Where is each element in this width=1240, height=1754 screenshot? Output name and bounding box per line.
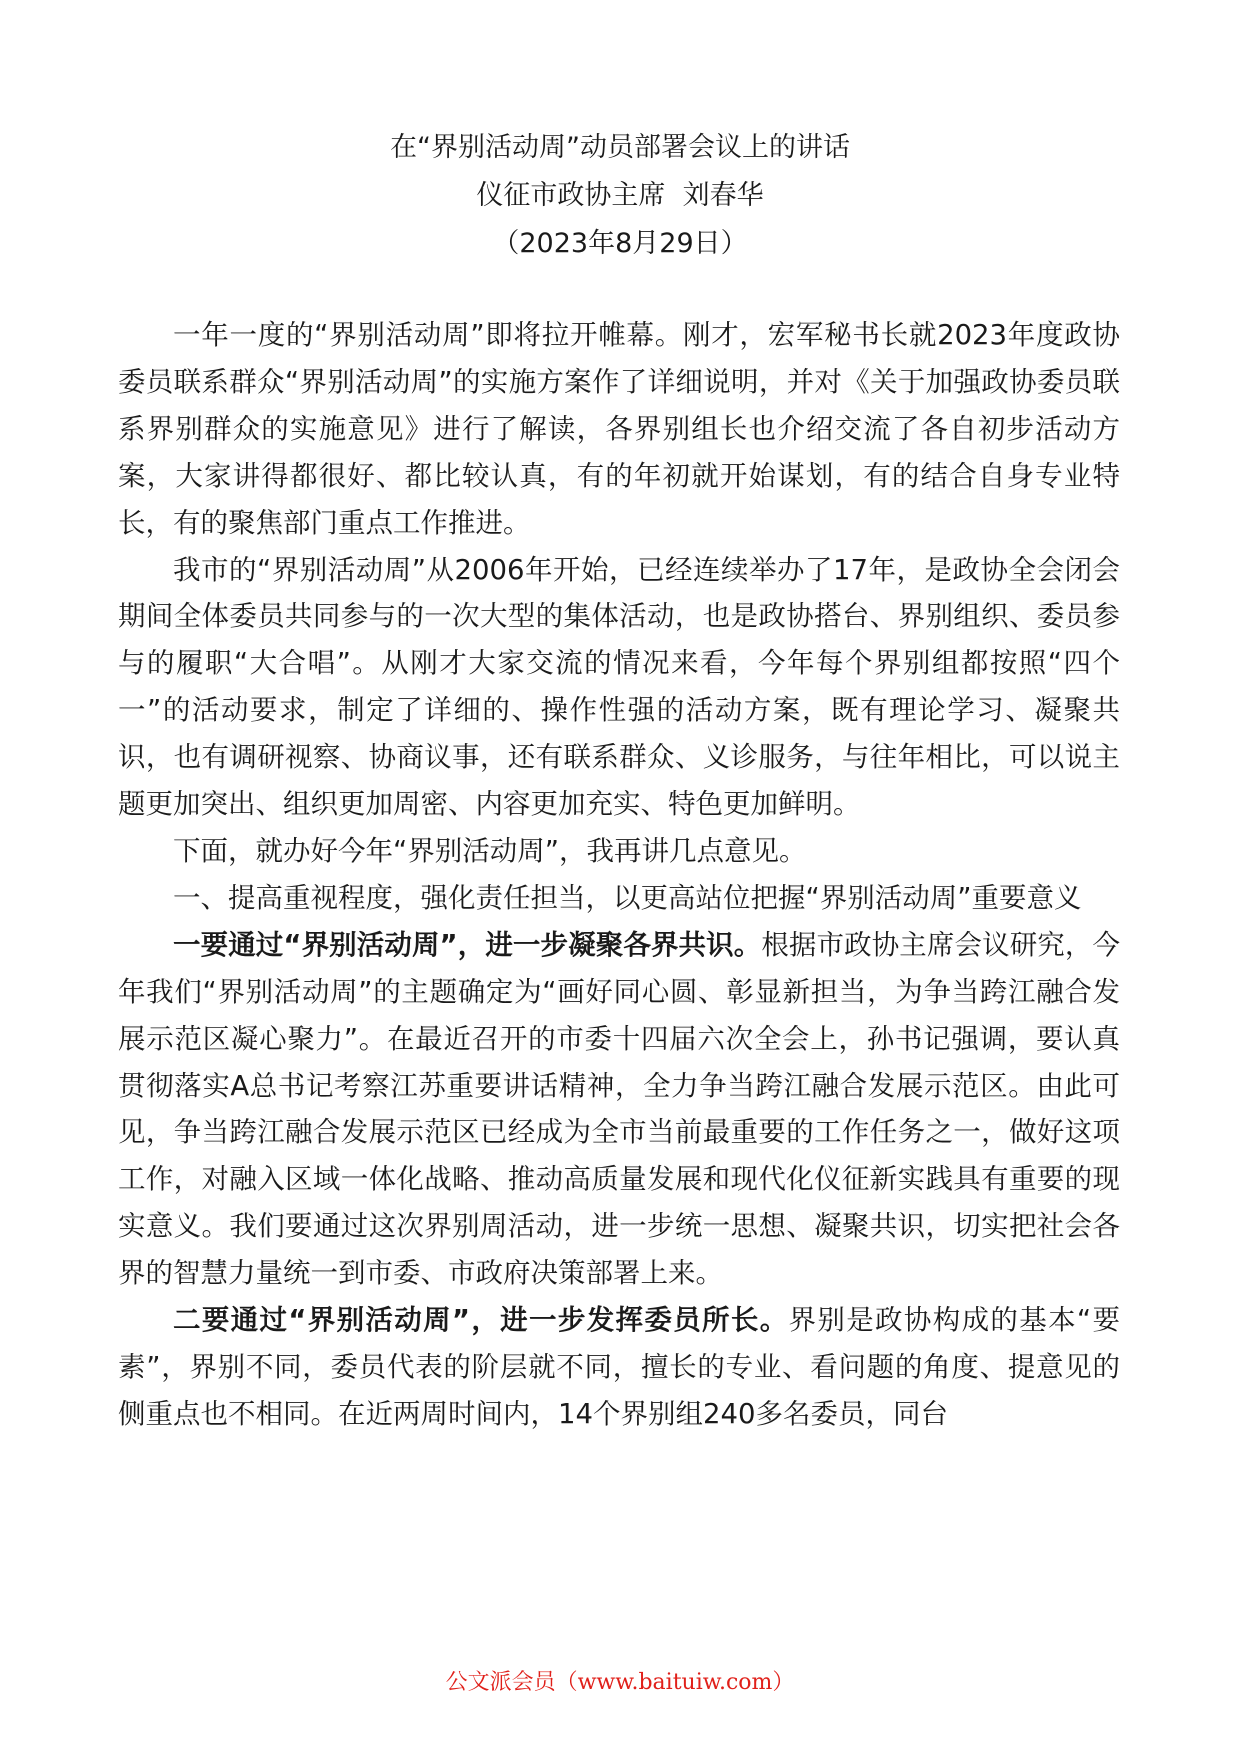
section-heading [118,875,1120,922]
paragraph [118,828,1120,875]
footer-watermark: 公文派会员（www.baituiw.com） [445,1670,795,1695]
document-body [118,312,1120,1438]
speech-date: （2023年8月29日） [492,228,748,259]
paragraph-text: 界别是政协构成的基本“要素”，界别不同，委员代表的阶层就不同，擅长的专业、看问题的角度、提意见的侧重点也不相同。在近两周时间内，14个界别组240多名委员，同台 [118,1304,1120,1430]
paragraph [118,922,1120,1297]
paragraph-lead: 二要通过“界别活动周”，进一步发挥委员所长。 [173,1304,789,1337]
paragraph-text: 我市的“界别活动周”从2006年开始，已经连续举办了17年，是政协全会闭会期间全体委员共同参与的一次大型的集体活动，也是政协搭台、界别组织、委员参与的履职“大合唱”。从刚才大家交流的情况来看，今年每个界别组都按照“四个一”的活动要求，制定了详细的、操作性强的活动方案，既有理论学习、凝聚共识，也有调研视察、协商议事，还有联系群众、义诊服务，与往年相比，可以说主题更加突出、组织更加周密、内容更加充实、特色更加鲜明。 [118,553,1120,821]
speech-title: 在“界别活动周”动员部署会议上的讲话 [390,132,850,163]
document-header [0,124,1240,268]
section-heading-text: 一、提高重视程度，强化责任担当，以更高站位把握“界别活动周”重要意义 [173,881,1082,914]
paragraph [118,547,1120,828]
paragraph-lead: 一要通过“界别活动周”，进一步凝聚各界共识。 [173,928,762,961]
paragraph-text: 下面，就办好今年“界别活动周”，我再讲几点意见。 [173,834,807,867]
speaker-line: 仪征市政协主席 刘春华 [476,180,764,211]
paragraph [118,312,1120,547]
paragraph-text: 一年一度的“界别活动周”即将拉开帷幕。刚才，宏军秘书长就2023年度政协委员联系群众“界别活动周”的实施方案作了详细说明，并对《关于加强政协委员联系界别群众的实施意见》进行了解读，各界别组长也介绍交流了各自初步活动方案，大家讲得都很好、都比较认真，有的年初就开始谋划，有的结合自身专业特长，有的聚焦部门重点工作推进。 [118,319,1120,539]
paragraph-text: 根据市政协主席会议研究，今年我们“界别活动周”的主题确定为“画好同心圆、彰显新担当，为争当跨江融合发展示范区凝心聚力”。在最近召开的市委十四届六次全会上，孙书记强调，要认真贯彻落实A总书记考察江苏重要讲话精神，全力争当跨江融合发展示范区。由此可见，争当跨江融合发展示范区已经成为全市当前最重要的工作任务之一，做好这项工作，对融入区域一体化战略、推动高质量发展和现代化仪征新实践具有重要的现实意义。我们要通过这次界别周活动，进一步统一思想、凝聚共识，切实把社会各界的智慧力量统一到市委、市政府决策部署上来。 [118,928,1120,1290]
paragraph [118,1297,1120,1438]
